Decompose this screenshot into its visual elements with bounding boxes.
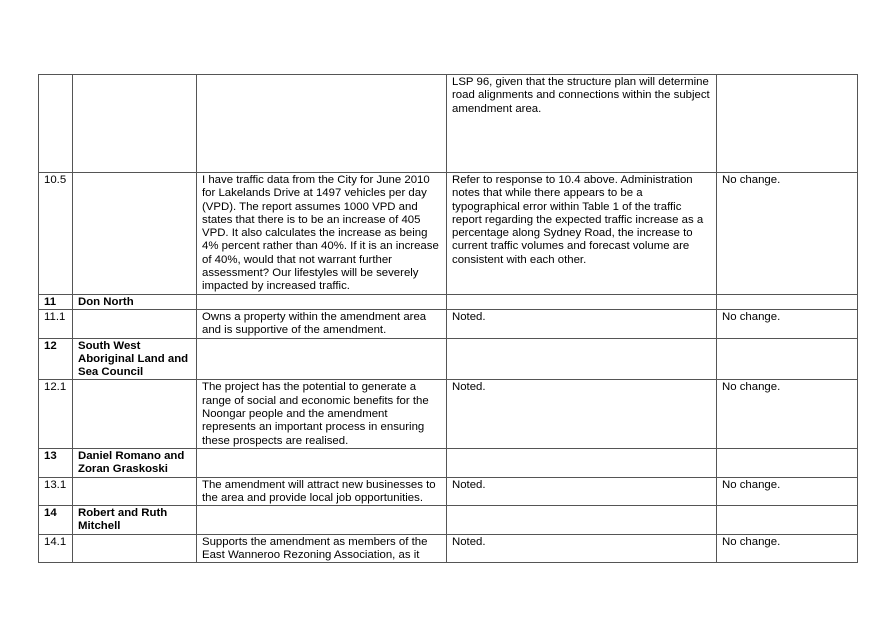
outcome-text: [717, 75, 858, 173]
table-row: [39, 477, 858, 506]
response-text: Noted.: [447, 309, 717, 338]
submission-number: [39, 75, 73, 173]
table-row: [39, 380, 858, 448]
submitter-name: [73, 173, 197, 295]
submission-number: 10.5: [39, 173, 73, 295]
submitter-name: [73, 477, 197, 506]
outcome-text: [717, 338, 858, 380]
table-row: [39, 309, 858, 338]
outcome-text: [717, 448, 858, 477]
submission-number: 12: [39, 338, 73, 380]
response-text: [447, 448, 717, 477]
submission-number: 14: [39, 506, 73, 535]
submitter-name: [73, 534, 197, 563]
outcome-text: [717, 294, 858, 309]
submitter-name: South West Aboriginal Land and Sea Council: [73, 338, 197, 380]
submitter-name: [73, 380, 197, 448]
response-text: Noted.: [447, 534, 717, 563]
submission-text: [197, 75, 447, 173]
table-row: [39, 75, 858, 173]
table-row: [39, 173, 858, 295]
table-row: [39, 534, 858, 563]
table-row: [39, 294, 858, 309]
submissions-table: [38, 74, 858, 563]
submission-number: 13.1: [39, 477, 73, 506]
submission-text: [197, 338, 447, 380]
table-row: [39, 448, 858, 477]
submission-text: The project has the potential to generate a range of social and economic benefits for the Noongar people and the amendment represents an important process in ensuring these prospects are realised.: [197, 380, 447, 448]
outcome-text: No change.: [717, 309, 858, 338]
response-text: [447, 506, 717, 535]
submission-text: I have traffic data from the City for June 2010 for Lakelands Drive at 1497 vehicles per day (VPD). The report assumes 1000 VPD and states that there is to be an increase of 405 VPD. It also calculates the increase as being 4% percent rather than 40%. If it is an increase of 40%, would that not warrant further assessment? Our lifestyles will be severely impacted by increased traffic.: [197, 173, 447, 295]
response-text: LSP 96, given that the structure plan will determine road alignments and connections within the subject amendment area.: [447, 75, 717, 173]
table-row: [39, 506, 858, 535]
table-row: [39, 338, 858, 380]
response-text: [447, 294, 717, 309]
submitter-name: [73, 75, 197, 173]
submission-text: [197, 448, 447, 477]
submitter-name: Daniel Romano and Zoran Graskoski: [73, 448, 197, 477]
outcome-text: No change.: [717, 534, 858, 563]
submission-number: 11.1: [39, 309, 73, 338]
submission-number: 12.1: [39, 380, 73, 448]
outcome-text: No change.: [717, 173, 858, 295]
response-text: Refer to response to 10.4 above. Administration notes that while there appears to be a typographical error within Table 1 of the traffic report regarding the expected traffic increase as a percentage along Sydney Road, the increase to current traffic volumes and forecast volume are consistent with each other.: [447, 173, 717, 295]
submission-text: [197, 506, 447, 535]
outcome-text: No change.: [717, 380, 858, 448]
submitter-name: Robert and Ruth Mitchell: [73, 506, 197, 535]
submission-text: The amendment will attract new businesses to the area and provide local job opportunities.: [197, 477, 447, 506]
response-text: Noted.: [447, 380, 717, 448]
submitter-name: [73, 309, 197, 338]
response-text: Noted.: [447, 477, 717, 506]
submission-number: 14.1: [39, 534, 73, 563]
submitter-name: Don North: [73, 294, 197, 309]
response-text: [447, 338, 717, 380]
submission-number: 13: [39, 448, 73, 477]
outcome-text: [717, 506, 858, 535]
submission-text: Owns a property within the amendment area and is supportive of the amendment.: [197, 309, 447, 338]
submission-number: 11: [39, 294, 73, 309]
outcome-text: No change.: [717, 477, 858, 506]
submission-text: [197, 294, 447, 309]
submission-text: Supports the amendment as members of the East Wanneroo Rezoning Association, as it: [197, 534, 447, 563]
